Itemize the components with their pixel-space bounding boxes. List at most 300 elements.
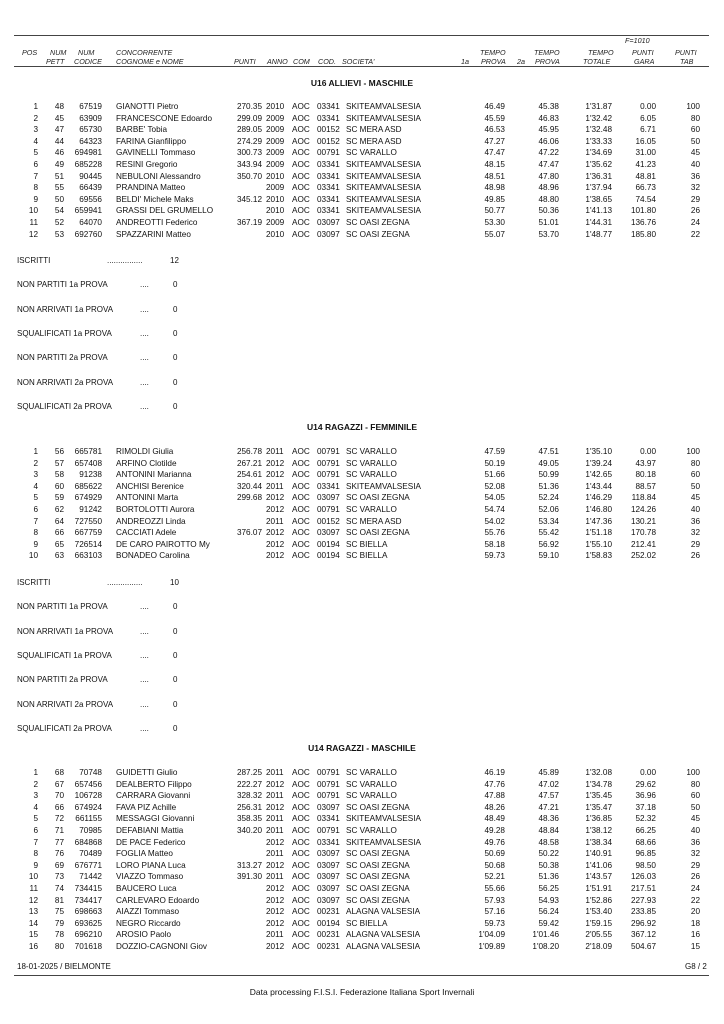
cell-gara: 66.73 [635,183,656,193]
cell-tempo2: 55.42 [538,528,559,538]
cell-societa: SKITEAMVALSESIA [346,814,421,824]
cell-codice: 657456 [74,779,102,789]
cell-cod: 03097 [317,884,340,893]
cell-gara: 101.80 [630,206,656,216]
table-row [0,860,724,871]
hdr-tempo-tot-2: TOTALE [583,57,611,66]
cell-cod: 03341 [317,194,340,204]
cell-tempo1: 1'04.09 [478,930,505,940]
cell-pett: 62 [54,505,64,514]
cell-gara: 233.85 [630,907,656,917]
cell-gara: 29.62 [635,779,656,789]
cell-tempo1: 48.26 [484,802,505,812]
cell-tempo1: 50.69 [484,849,505,859]
cell-com: AOC [292,930,310,940]
cell-tempo2: 56.92 [538,539,559,549]
cell-pos: 4 [33,136,38,146]
cell-cod: 03341 [317,481,340,491]
cell-concorrente: DEFABIANI Mattia [116,826,184,835]
cell-pett: 80 [54,942,64,951]
cell-societa: ALAGNA VALSESIA [346,907,421,917]
cell-concorrente: DEALBERTO Filippo [116,779,192,789]
hdr-anno: ANNO [267,57,288,66]
cell-pos: 11 [29,884,38,893]
cell-anno: 2011 [266,849,284,859]
cell-anno: 2009 [266,125,285,135]
cell-pett: 45 [54,113,64,123]
summary-label-na1: NON ARRIVATI 1a PROVA [17,304,114,314]
cell-concorrente: BARBE' Tobia [116,125,168,135]
cell-totale: 1'46.80 [585,505,612,514]
table-row [0,929,724,940]
cell-tab: 24 [690,884,700,893]
cell-tab: 45 [690,493,700,503]
cell-tab: 29 [690,539,700,549]
cell-anno: 2012 [266,860,285,870]
cell-com: AOC [292,458,310,468]
cell-gara: 31.00 [635,148,656,158]
cell-gara: 43.97 [635,458,656,468]
cell-gara: 136.76 [630,218,656,227]
table-row [0,813,724,824]
cell-tab: 36 [690,837,700,847]
cell-anno: 2011 [266,768,284,777]
cell-codice: 64323 [79,136,102,146]
cell-tempo2: 47.47 [538,160,559,169]
hdr-punti-gara-1: PUNTI [632,48,654,57]
cell-cod: 00194 [317,918,340,928]
cell-cod: 03341 [317,102,340,111]
cell-societa: SC VARALLO [346,826,397,835]
cell-anno: 2012 [266,907,285,917]
cell-anno: 2012 [266,837,285,847]
cell-pett: 75 [54,907,64,917]
cell-com: AOC [292,229,310,239]
cell-tempo1: 48.98 [484,183,505,193]
cell-societa: SKITEAMVALSESIA [346,113,421,123]
cell-cod: 00791 [317,447,340,456]
cell-societa: SKITEAMVALSESIA [346,206,421,216]
cell-tab: 100 [686,447,700,456]
table-row [0,790,724,801]
table-row [0,446,724,457]
summary-value-na1: 0 [173,626,178,636]
summary-label-na1: NON ARRIVATI 1a PROVA [17,626,114,636]
cell-cod: 03341 [317,113,340,123]
cell-concorrente: VIAZZO Tommaso [116,872,184,882]
cell-totale: 1'41.13 [585,206,612,216]
hdr-punti-tab-2: TAB [680,57,694,66]
summary-value-np2: 0 [173,675,178,685]
cell-totale: 1'38.65 [585,194,612,204]
cell-com: AOC [292,171,310,181]
table-row [0,469,724,480]
cell-pett: 60 [54,481,64,491]
cell-societa: SC BIELLA [346,918,388,928]
table-row [0,159,724,170]
cell-concorrente: RIMOLDI Giulia [116,447,174,456]
cell-anno: 2011 [266,872,284,882]
cell-punti: 254.61 [236,470,262,480]
summary-label-sq2: SQUALIFICATI 2a PROVA [17,401,112,411]
cell-codice: 66439 [79,183,102,193]
cell-pos: 5 [33,493,38,503]
cell-cod: 00194 [317,551,340,561]
cell-gara: 16.05 [635,136,656,146]
cell-punti: 328.32 [236,791,262,801]
table-row [0,779,724,790]
table-row [0,767,724,778]
cell-tab: 16 [690,930,700,940]
cell-anno: 2012 [266,918,285,928]
cell-societa: SC OASI ZEGNA [346,218,410,227]
hdr-societa: SOCIETA' [342,57,375,66]
summary-value-na2: 0 [173,699,178,709]
cell-cod: 03097 [317,802,340,812]
cell-totale: 1'35.62 [585,160,612,169]
cell-com: AOC [292,551,310,561]
cell-totale: 1'55.10 [585,539,612,549]
cell-anno: 2012 [266,470,285,480]
cell-societa: SC OASI ZEGNA [346,872,410,882]
cell-anno: 2012 [266,942,285,951]
cell-tempo2: 53.34 [538,516,559,526]
cell-com: AOC [292,493,310,503]
cell-punti: 270.35 [236,102,262,111]
cell-com: AOC [292,918,310,928]
cell-anno: 2009 [266,183,285,193]
cell-totale: 1'35.10 [585,447,612,456]
cell-concorrente: FOGLIA Matteo [116,849,173,859]
cell-codice: 667759 [74,528,102,538]
cell-pett: 66 [54,528,64,538]
cell-societa: SC VARALLO [346,148,397,158]
summary-dots: .... [140,626,149,636]
cell-codice: 90445 [79,171,102,181]
cell-gara: 124.26 [630,505,656,514]
table-row [0,147,724,158]
cell-concorrente: GAVINELLI Tommaso [116,148,196,158]
cell-com: AOC [292,802,310,812]
cell-concorrente: FRANCESCONE Edoardo [116,113,213,123]
cell-pos: 5 [33,148,38,158]
cell-tempo1: 48.51 [484,171,505,181]
cell-pos: 7 [33,171,38,181]
cell-gara: 66.25 [635,826,656,835]
cell-tempo2: 47.80 [538,171,559,181]
summary-label-np2: NON PARTITI 2a PROVA [17,353,108,363]
cell-pett: 66 [54,802,64,812]
cell-pett: 48 [54,102,64,111]
cell-cod: 03097 [317,849,340,859]
f-factor: F=1010 [625,36,650,45]
cell-pos: 8 [33,849,38,859]
cell-gara: 170.78 [630,528,656,538]
cell-tempo1: 54.05 [484,493,505,503]
cell-codice: 106728 [74,791,102,801]
cell-pos: 3 [33,470,38,480]
cell-codice: 65730 [79,125,102,135]
cell-pos: 4 [33,481,38,491]
cell-codice: 685228 [74,160,102,169]
cell-com: AOC [292,872,310,882]
cell-societa: ALAGNA VALSESIA [346,942,421,951]
cell-punti: 256.78 [236,447,262,456]
summary-dots: .... [140,280,149,290]
cell-pett: 55 [54,183,64,193]
cell-gara: 130.21 [630,516,656,526]
cell-gara: 252.02 [630,551,656,561]
cell-societa: SC VARALLO [346,791,397,801]
cell-tab: 100 [686,102,700,111]
cell-com: AOC [292,942,310,951]
cell-com: AOC [292,826,310,835]
cell-cod: 03341 [317,837,340,847]
cell-totale: 1'36.31 [585,171,612,181]
cell-cod: 03341 [317,171,340,181]
cell-gara: 36.96 [635,791,656,801]
table-row [0,906,724,917]
cell-pett: 65 [54,539,64,549]
cell-cod: 00152 [317,516,340,526]
cell-tempo2: 45.89 [538,768,559,777]
cell-pett: 46 [54,148,64,158]
cell-gara: 80.18 [635,470,656,480]
cell-tab: 26 [690,872,700,882]
cell-com: AOC [292,447,310,456]
cell-concorrente: CARRARA Giovanni [116,791,191,801]
cell-tempo2: 51.01 [538,218,559,227]
cell-gara: 48.81 [635,171,656,181]
cell-tempo2: 47.02 [538,779,559,789]
cell-tempo1: 1'09.89 [478,942,505,951]
table-row [0,895,724,906]
cell-cod: 03097 [317,528,340,538]
table-row [0,802,724,813]
cell-concorrente: NEGRO Riccardo [116,918,181,928]
table-row [0,918,724,929]
cell-concorrente: AROSIO Paolo [116,930,172,940]
cell-totale: 1'43.57 [585,872,612,882]
cell-gara: 227.93 [630,895,656,905]
cell-punti: 391.30 [236,872,262,882]
cell-pett: 79 [54,918,64,928]
cell-totale: 1'47.36 [585,516,612,526]
table-row [0,217,724,228]
cell-com: AOC [292,160,310,169]
cell-pos: 2 [33,779,38,789]
cell-pos: 1 [33,768,38,777]
cell-tempo2: 52.24 [538,493,559,503]
cell-concorrente: BELDI' Michele Maks [116,194,194,204]
cell-codice: 693625 [74,918,102,928]
cell-tempo2: 51.36 [538,481,559,491]
summary-label-sq1: SQUALIFICATI 1a PROVA [17,650,112,660]
cell-com: AOC [292,849,310,859]
cell-gara: 212.41 [630,539,656,549]
cell-tab: 36 [690,171,700,181]
cell-concorrente: BAUCERO Luca [116,884,177,893]
cell-punti: 287.25 [236,768,262,777]
cell-tempo1: 50.77 [484,206,505,216]
cell-pos: 11 [29,218,38,227]
cell-tempo2: 50.22 [538,849,559,859]
cell-tab: 50 [690,802,700,812]
table-row [0,492,724,503]
cell-tempo1: 46.53 [484,125,505,135]
hdr-punti: PUNTI [234,57,256,66]
cell-codice: 734415 [74,884,102,893]
cell-tempo1: 50.19 [484,458,505,468]
cell-societa: SC OASI ZEGNA [346,802,410,812]
table-row [0,113,724,124]
cell-com: AOC [292,768,310,777]
cell-tempo1: 47.59 [484,447,505,456]
cell-com: AOC [292,125,310,135]
cell-pos: 3 [33,791,38,801]
cell-anno: 2011 [266,447,284,456]
cell-totale: 1'48.77 [585,229,612,239]
cell-totale: 1'51.18 [585,528,612,538]
hdr-tempo-tot-1: TEMPO [588,48,614,57]
cell-cod: 03341 [317,160,340,169]
cell-tempo1: 51.66 [484,470,505,480]
table-row [0,101,724,112]
cell-concorrente: DE CARO PAIROTTO My [116,539,210,549]
cell-totale: 1'35.47 [585,802,612,812]
cell-anno: 2011 [266,814,284,824]
cell-tempo1: 46.49 [484,102,505,111]
cell-com: AOC [292,779,310,789]
footer-data-processing: Data processing F.I.S.I. Federazione Italiana Sport Invernali [249,987,475,997]
cell-codice: 692760 [74,229,102,239]
cell-punti: 367.19 [236,218,262,227]
cell-codice: 70489 [79,849,102,859]
hdr-num-pett-1: NUM [50,48,67,57]
hdr-concorrente-2: COGNOME e NOME [116,57,184,66]
cell-gara: 37.18 [635,802,656,812]
cell-codice: 70748 [79,768,102,777]
cell-tempo1: 55.66 [484,884,505,893]
cell-tempo1: 58.18 [484,539,505,549]
cell-tempo2: 45.95 [538,125,559,135]
cell-pos: 5 [33,814,38,824]
cell-punti: 350.70 [236,171,262,181]
cell-totale: 1'41.06 [585,860,612,870]
cell-pos: 7 [33,837,38,847]
cell-concorrente: AIAZZI Tommaso [116,907,180,917]
cell-totale: 1'40.91 [585,849,612,859]
table-row [0,504,724,515]
summary-dots: .... [140,304,149,314]
summary-label-na2: NON ARRIVATI 2a PROVA [17,699,114,709]
cell-com: AOC [292,505,310,514]
summary-dots: .... [140,353,149,363]
cell-com: AOC [292,218,310,227]
cell-anno: 2012 [266,493,285,503]
cell-pett: 72 [54,814,64,824]
cell-codice: 64070 [79,218,102,227]
cell-codice: 91238 [79,470,102,480]
cell-tempo1: 57.93 [484,895,505,905]
cell-tempo1: 59.73 [484,551,505,561]
cell-anno: 2010 [266,194,285,204]
cell-tempo1: 48.15 [484,160,505,169]
cell-totale: 1'31.87 [585,102,612,111]
table-row [0,883,724,894]
cell-codice: 698663 [74,907,102,917]
cell-tempo1: 59.73 [484,918,505,928]
cell-pett: 67 [54,779,64,789]
cell-societa: SC MERA ASD [346,136,402,146]
cell-tempo2: 45.38 [538,102,559,111]
cell-tab: 50 [690,481,700,491]
summary-label-np2: NON PARTITI 2a PROVA [17,675,108,685]
cell-tab: 32 [690,528,700,538]
cell-tab: 26 [690,551,700,561]
cell-com: AOC [292,148,310,158]
cell-tab: 26 [690,206,700,216]
cell-gara: 0.00 [640,768,656,777]
cell-com: AOC [292,113,310,123]
cell-tempo1: 47.88 [484,791,505,801]
cell-anno: 2010 [266,206,285,216]
hdr-punti-gara-2: GARA [634,57,655,66]
cell-concorrente: MESSAGGI Giovanni [116,814,195,824]
cell-cod: 03097 [317,229,340,239]
summary-label-na2: NON ARRIVATI 2a PROVA [17,377,114,387]
cell-pett: 53 [54,229,64,239]
cell-tempo2: 52.06 [538,505,559,514]
cell-com: AOC [292,895,310,905]
cell-com: AOC [292,528,310,538]
summary-label-sq2: SQUALIFICATI 2a PROVA [17,723,112,733]
cell-societa: SC MERA ASD [346,516,402,526]
cell-gara: 68.66 [635,837,656,847]
cell-tempo2: 50.99 [538,470,559,480]
cell-tempo2: 49.05 [538,458,559,468]
cell-tab: 45 [690,148,700,158]
cell-codice: 685622 [74,481,102,491]
table-row [0,516,724,527]
cell-concorrente: PRANDINA Matteo [116,183,186,193]
summary-dots: .... [140,650,149,660]
cell-totale: 1'53.40 [585,907,612,917]
cell-com: AOC [292,907,310,917]
hdr-concorrente-1: CONCORRENTE [116,48,173,57]
table-row [0,136,724,147]
cell-com: AOC [292,102,310,111]
cell-concorrente: DE PACE Federico [116,837,186,847]
cell-cod: 00791 [317,148,340,158]
table-row [0,871,724,882]
cell-codice: 70985 [79,826,102,835]
cell-anno: 2009 [266,218,285,227]
cell-totale: 2'05.55 [585,930,612,940]
cell-anno: 2010 [266,171,285,181]
cell-concorrente: LORO PIANA Luca [116,860,186,870]
cell-societa: SC VARALLO [346,458,397,468]
table-row [0,825,724,836]
cell-anno: 2009 [266,160,285,169]
cell-pett: 68 [54,768,64,777]
cell-tab: 80 [690,458,700,468]
summary-value-sq1: 0 [173,328,178,338]
cell-cod: 00791 [317,470,340,480]
cell-pos: 6 [33,160,38,169]
header-rule [14,66,709,67]
cell-tempo1: 48.49 [484,814,505,824]
